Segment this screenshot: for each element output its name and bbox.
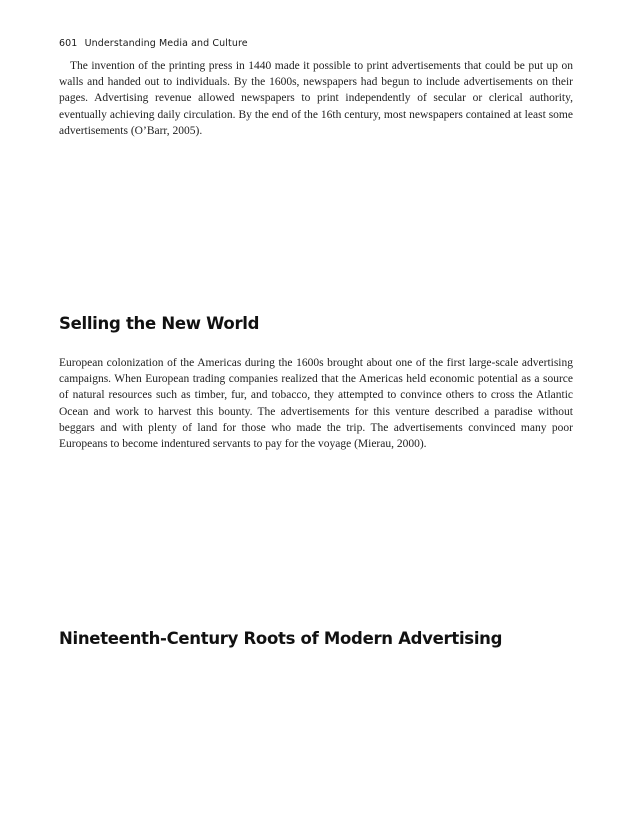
section-heading-selling-new-world: Selling the New World [59,314,260,333]
book-title: Understanding Media and Culture [84,38,248,49]
page-number: 601 [59,38,78,49]
section-paragraph-selling-new-world: European colonization of the Americas during the 1600s brought about one of the first large-scale advertising campaigns. When European trading companies realized that the Americas held economic potential as a source of natural resources such as timber, fur, and tobacco, they attempted to convince others to cross the Atlantic Ocean and work to harvest this bounty. The advertisements for this venture described a paradise without beggars and with plenty of land for those who made the trip. The advertisements convinced many poor Europeans to become indentured servants to pay for the voyage (Mierau, 2000). [59,357,573,451]
section-heading-nineteenth-century: Nineteenth-Century Roots of Modern Advertising [59,629,503,648]
intro-paragraph: The invention of the printing press in 1440 made it possible to print advertisements that could be put up on walls and handed out to individuals. By the 1600s, newspapers had begun to include advertisements on their pages. Advertising revenue allowed newspapers to print independently of secular or clerical authority, eventually achieving daily circulation. By the end of the 16th century, most newspapers contained at least some advertisements (O’Barr, 2005). [59,60,573,137]
running-header [59,38,248,49]
